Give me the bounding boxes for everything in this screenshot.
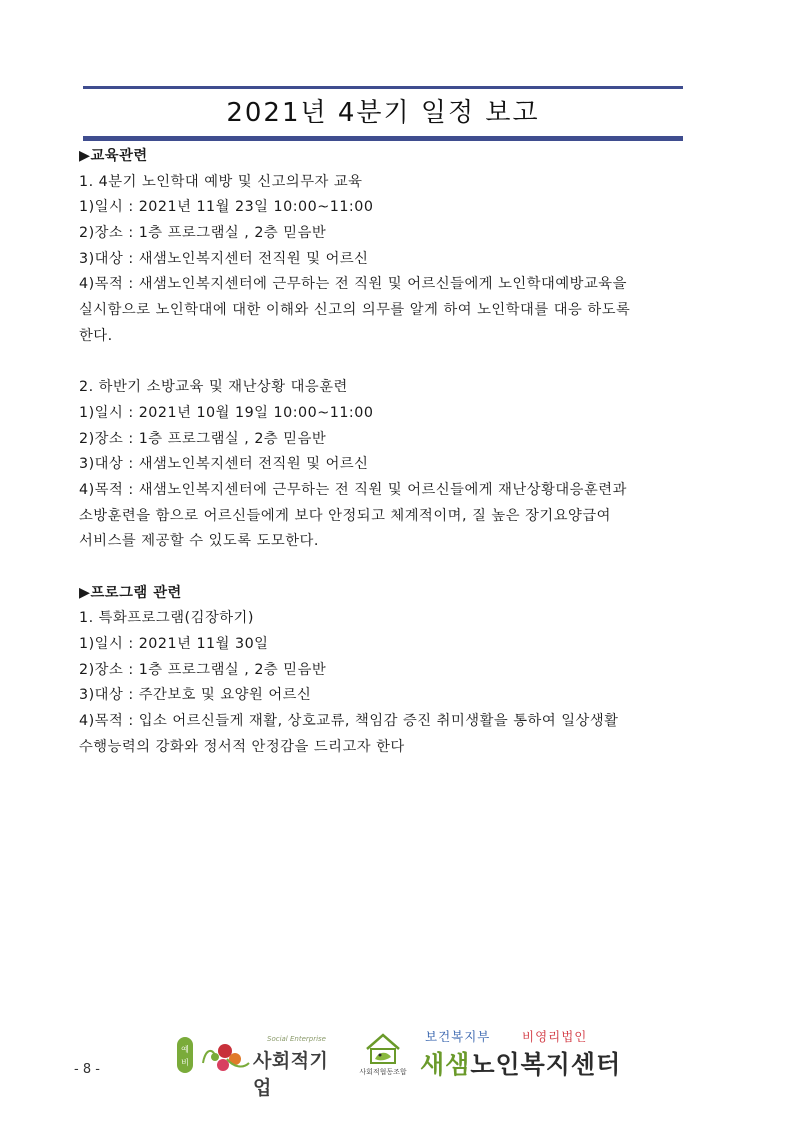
education-item1-place: 2)장소 : 1층 프로그램실 , 2층 믿음반 xyxy=(79,225,327,242)
section-heading-education: ▶교육관련 xyxy=(79,148,148,164)
report-body xyxy=(79,144,729,761)
footer-logos xyxy=(175,1025,635,1099)
education-item1-purpose-line2: 실시함으로 노인학대에 대한 이해와 신고의 의무를 알게 하여 노인학대를 대응 하도록 xyxy=(79,302,631,319)
education-item2-purpose-line3: 서비스를 제공할 수 있도록 도모한다. xyxy=(79,533,319,550)
house-leaf-icon xyxy=(353,1029,413,1067)
education-item1-purpose-line3: 한다. xyxy=(79,327,113,344)
social-enterprise-icon xyxy=(175,1033,255,1077)
social-coop-label: 사회적협동조합 xyxy=(359,1068,407,1076)
page-number: - 8 - xyxy=(74,1062,100,1077)
program-item1-place: 2)장소 : 1층 프로그램실 , 2층 믿음반 xyxy=(79,661,327,678)
program-item1-purpose-line2: 수행능력의 강화와 정서적 안정감을 드리고자 한다 xyxy=(79,738,405,755)
spacer xyxy=(79,555,729,581)
program-item1-date: 1)일시 : 2021년 11월 30일 xyxy=(79,636,269,653)
ministry-label: 보건복지부 xyxy=(425,1029,491,1044)
center-name xyxy=(420,1045,621,1081)
education-item2-target: 3)대상 : 새샘노인복지센터 전직원 및 어르신 xyxy=(79,456,369,473)
education-item2-purpose-line1: 4)목적 : 새샘노인복지센터에 근무하는 전 직원 및 어르신들에게 재난상황대응훈련과 xyxy=(79,481,627,498)
page-title: 2021년 4분기 일정 보고 xyxy=(226,98,540,128)
social-enterprise-badge-char1: 예 xyxy=(181,1045,189,1054)
social-enterprise-label: 사회적기업 xyxy=(253,1050,329,1099)
title-rule-top xyxy=(83,86,683,89)
education-item1-target: 3)대상 : 새샘노인복지센터 전직원 및 어르신 xyxy=(79,250,369,267)
education-item2-purpose-line2: 소방훈련을 함으로 어르신들에게 보다 안정되고 체계적이며, 질 높은 장기요양급여 xyxy=(79,507,611,524)
org-type-label: 비영리법인 xyxy=(522,1029,588,1044)
education-item2-place: 2)장소 : 1층 프로그램실 , 2층 믿음반 xyxy=(79,430,327,447)
program-item1-purpose-line1: 4)목적 : 입소 어르신들게 재활, 상호교류, 책임감 증진 취미생활을 통하여 일상생활 xyxy=(79,713,619,730)
education-item2-title: 2. 하반기 소방교육 및 재난상황 대응훈련 xyxy=(79,379,348,396)
title-rule-bottom xyxy=(83,136,683,141)
social-enterprise-subtitle: Social Enterprise xyxy=(267,1035,326,1043)
program-item1-target: 3)대상 : 주간보호 및 요양원 어르신 xyxy=(79,687,312,704)
education-item2-date: 1)일시 : 2021년 10월 19일 10:00~11:00 xyxy=(79,404,374,421)
center-name-part1: 새샘 xyxy=(420,1050,471,1079)
section-heading-program: ▶프로그램 관련 xyxy=(79,584,182,601)
education-item1-date: 1)일시 : 2021년 11월 23일 10:00~11:00 xyxy=(79,199,374,216)
spacer xyxy=(79,350,729,376)
social-coop-logo xyxy=(353,1029,413,1079)
social-enterprise-badge-char2: 비 xyxy=(181,1058,189,1067)
program-item1-title: 1. 특화프로그램(김장하기) xyxy=(79,610,254,627)
center-logo xyxy=(420,1025,635,1081)
center-name-part2: 노인복지센터 xyxy=(470,1050,622,1079)
title-block xyxy=(83,86,683,141)
social-enterprise-logo xyxy=(175,1033,345,1099)
education-item1-purpose-line1: 4)목적 : 새샘노인복지센터에 근무하는 전 직원 및 어르신들에게 노인학대예방교육을 xyxy=(79,276,627,293)
education-item1-title: 1. 4분기 노인학대 예방 및 신고의무자 교육 xyxy=(79,173,363,190)
